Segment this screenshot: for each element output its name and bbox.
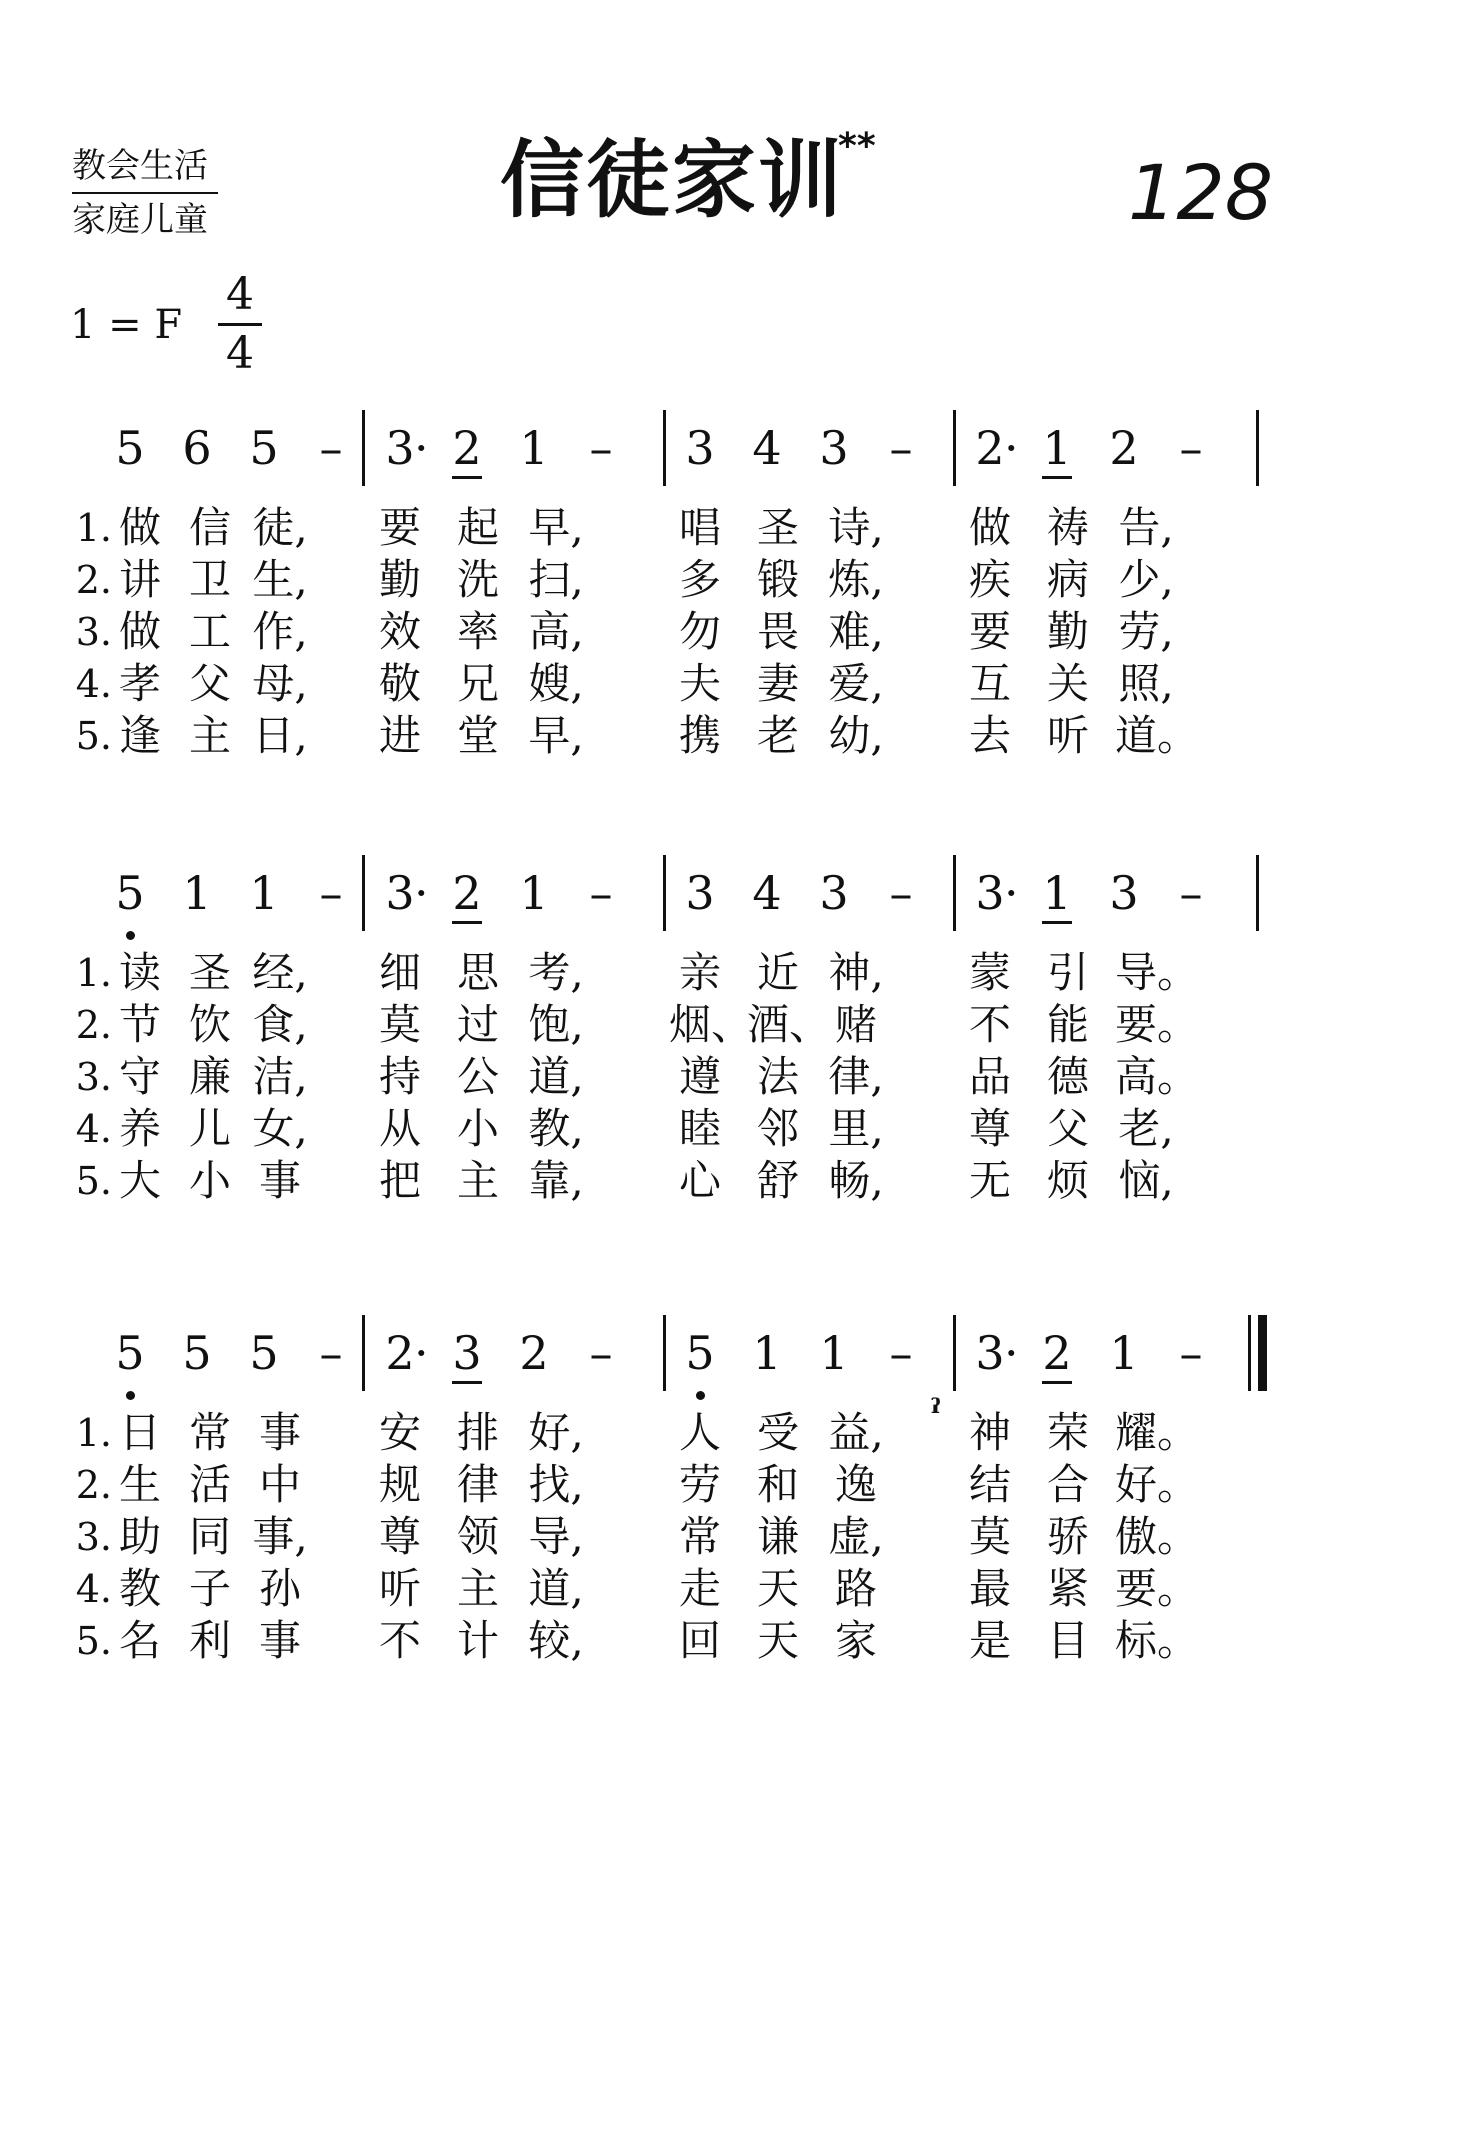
lyric-char: 安 (378, 1408, 421, 1457)
lyric-char: 持 (378, 1052, 421, 1101)
lyric-char: 洗 (456, 555, 499, 604)
lyric-char: 圣 (756, 503, 799, 552)
lyric-char: 从 (378, 1104, 421, 1153)
meter-bottom: 4 (226, 328, 254, 379)
lyric-char: 要 (968, 607, 1011, 656)
lyric-char: 靠, (528, 1156, 584, 1205)
lyric-char: 烦 (1046, 1156, 1089, 1205)
lyric-char: 邻 (756, 1104, 799, 1153)
lyric-char: 导, (528, 1512, 584, 1561)
lyric-char: 效 (378, 607, 421, 656)
lyric-char: 徒, (252, 503, 308, 552)
verse-number: 3. (75, 610, 112, 654)
lyric-char: 诗, (828, 503, 884, 552)
note-digit: 3 (819, 421, 849, 475)
lyric-char: 难, (828, 607, 884, 656)
lyric-char: 幼, (828, 711, 884, 760)
note-digit: 1 (819, 1326, 849, 1380)
lyric-char: 日 (118, 1408, 161, 1457)
note-digit: 1 (1042, 866, 1072, 920)
lyric-char: 找, (528, 1460, 584, 1509)
hold-dash: – (589, 1326, 613, 1380)
lyric-char: 病 (1046, 555, 1089, 604)
lyric-char: 廉 (188, 1052, 231, 1101)
lyric-char: 教, (528, 1104, 584, 1153)
lyric-char: 规 (378, 1460, 421, 1509)
lyric-char: 人 (678, 1408, 721, 1457)
note-digit: 1 (752, 1326, 782, 1380)
lyric-char: 圣 (188, 948, 231, 997)
hymn-title: 信徒家训 (500, 131, 845, 229)
lyric-char: 守 (118, 1052, 161, 1101)
breath-mark: ˀ (930, 1392, 942, 1434)
verse-number: 1. (75, 1411, 112, 1455)
note-digit: 1 (1109, 1326, 1139, 1380)
lyric-char: 是 (968, 1616, 1011, 1665)
category-bottom: 家庭儿童 (72, 200, 208, 240)
lyric-char: 携 (678, 711, 721, 760)
lyric-char: 标。 (1115, 1616, 1200, 1665)
lyric-char: 遵 (678, 1052, 721, 1101)
note-digit: 5 (115, 421, 145, 475)
lyric-char: 做 (118, 607, 161, 656)
barline (663, 855, 666, 931)
lyric-char: 品 (968, 1052, 1011, 1101)
lyric-char: 率 (456, 607, 499, 656)
note-digit: 5 (685, 1326, 715, 1380)
lyric-char: 事, (252, 1512, 308, 1561)
lyric-char: 儿 (188, 1104, 231, 1153)
lyric-char: 排 (456, 1408, 499, 1457)
note-digit: 5 (249, 1326, 279, 1380)
lyric-char: 中 (258, 1460, 301, 1509)
lyric-char: 计 (456, 1616, 499, 1665)
lyric-char: 信 (188, 503, 231, 552)
augmentation-dot: · (1004, 866, 1019, 920)
lyric-char: 照, (1118, 659, 1174, 708)
note-digit: 3 (685, 421, 715, 475)
lyric-char: 亲 (678, 948, 721, 997)
lyric-char: 作, (252, 607, 308, 656)
lyric-char: 舒 (756, 1156, 799, 1205)
note-digit: 6 (182, 421, 212, 475)
lyric-char: 勤 (1046, 607, 1089, 656)
hold-dash: – (889, 421, 913, 475)
lyric-char: 思 (456, 948, 499, 997)
augmentation-dot: · (1004, 421, 1019, 475)
barline (663, 410, 666, 486)
lyric-char: 饮 (188, 1000, 231, 1049)
augmentation-dot: · (414, 1326, 429, 1380)
note-digit: 2 (452, 866, 482, 920)
lyric-char: 逢 (118, 711, 161, 760)
lyric-char: 逸 (834, 1460, 877, 1509)
system-1 (0, 410, 1480, 790)
note-digit: 3 (685, 866, 715, 920)
lyric-char: 生, (252, 555, 308, 604)
lyric-char: 孝 (118, 659, 161, 708)
note-digit: 3 (385, 866, 415, 920)
lyric-char: 生 (118, 1460, 161, 1509)
note-digit: 1 (519, 866, 549, 920)
lyric-char: 劳, (1118, 607, 1174, 656)
lyric-char: 结 (968, 1460, 1011, 1509)
lyric-char: 莫 (378, 1000, 421, 1049)
barline (953, 410, 956, 486)
lyric-char: 常 (678, 1512, 721, 1561)
augmentation-dot: · (1004, 1326, 1019, 1380)
note-digit: 1 (249, 866, 279, 920)
lyric-char: 德 (1046, 1052, 1089, 1101)
meter-top: 4 (226, 269, 254, 320)
lyric-char: 过 (456, 1000, 499, 1049)
hold-dash: – (889, 866, 913, 920)
lyric-char: 要 (378, 503, 421, 552)
final-barline-thin (1248, 1315, 1251, 1391)
verse-number: 5. (75, 1159, 112, 1203)
note-digit: 2 (1042, 1326, 1072, 1380)
lyric-char: 要。 (1115, 1000, 1200, 1049)
category-divider (72, 192, 218, 194)
lyric-char: 助 (118, 1512, 161, 1561)
lyric-char: 祷 (1046, 503, 1089, 552)
lyric-char: 尊 (968, 1104, 1011, 1153)
lyric-char: 听 (378, 1564, 421, 1613)
lyric-char: 子 (188, 1564, 231, 1613)
barline (953, 1315, 956, 1391)
lyric-char: 妻 (756, 659, 799, 708)
note-digit: 4 (752, 421, 782, 475)
note-digit: 5 (182, 1326, 212, 1380)
lyric-char: 洁, (252, 1052, 308, 1101)
note-digit: 1 (182, 866, 212, 920)
lyric-char: 听 (1046, 711, 1089, 760)
lyric-char: 食, (252, 1000, 308, 1049)
barline (362, 1315, 365, 1391)
lyric-char: 多 (678, 555, 721, 604)
lyric-char: 高。 (1115, 1052, 1200, 1101)
lyric-char: 读 (118, 948, 161, 997)
note-digit: 1 (1042, 421, 1072, 475)
lyric-char: 细 (378, 948, 421, 997)
lyric-char: 锻 (756, 555, 799, 604)
lyric-char: 小 (456, 1104, 499, 1153)
lyric-char: 老 (756, 711, 799, 760)
lyric-char: 道, (528, 1564, 584, 1613)
verse-number: 5. (75, 714, 112, 758)
lyric-char: 律, (828, 1052, 884, 1101)
hold-dash: – (319, 421, 343, 475)
lyric-char: 公 (456, 1052, 499, 1101)
lyric-char: 路 (834, 1564, 877, 1613)
lyric-char: 夫 (678, 659, 721, 708)
lyric-char: 道。 (1115, 711, 1200, 760)
lyric-char: 天 (756, 1564, 799, 1613)
note-digit: 2 (975, 421, 1005, 475)
lyric-char: 做 (968, 503, 1011, 552)
lyric-char: 早, (528, 503, 584, 552)
lyric-char: 父 (188, 659, 231, 708)
note-digit: 5 (115, 866, 145, 920)
note-digit: 3 (452, 1326, 482, 1380)
note-digit: 3 (385, 421, 415, 475)
lyric-char: 能 (1046, 1000, 1089, 1049)
lyric-char: 主 (188, 711, 231, 760)
lyric-char: 讲 (118, 555, 161, 604)
verse-number: 4. (75, 1567, 112, 1611)
lyric-char: 饱, (528, 1000, 584, 1049)
lyric-char: 道, (528, 1052, 584, 1101)
lyric-char: 合 (1046, 1460, 1089, 1509)
verse-number: 1. (75, 506, 112, 550)
lyric-char: 不 (968, 1000, 1011, 1049)
lyric-char: 起 (456, 503, 499, 552)
lyric-char: 引 (1046, 948, 1089, 997)
lyric-char: 工 (188, 607, 231, 656)
lyric-char: 早, (528, 711, 584, 760)
lyric-char: 畅, (828, 1156, 884, 1205)
hold-dash: – (1179, 421, 1203, 475)
lyric-char: 少, (1118, 555, 1174, 604)
note-digit: 1 (519, 421, 549, 475)
lyric-char: 耀。 (1115, 1408, 1200, 1457)
lyric-char: 扫, (528, 555, 584, 604)
title-mark: ** (838, 126, 876, 167)
note-digit: 3 (1109, 866, 1139, 920)
eighth-underline (452, 1381, 482, 1384)
lyric-char: 经, (252, 948, 308, 997)
lyric-char: 家 (834, 1616, 877, 1665)
barline (663, 1315, 666, 1391)
lyric-char: 睦 (678, 1104, 721, 1153)
lyric-char: 和 (756, 1460, 799, 1509)
eighth-underline (1042, 921, 1072, 924)
hold-dash: – (319, 1326, 343, 1380)
lyric-char: 小 (188, 1156, 231, 1205)
lyric-char: 女, (252, 1104, 308, 1153)
augmentation-dot: · (414, 866, 429, 920)
lyric-char: 大 (118, 1156, 161, 1205)
lyric-char: 受 (756, 1408, 799, 1457)
verse-number: 4. (75, 662, 112, 706)
lyric-char: 酒、 (747, 1000, 832, 1049)
lyric-char: 敬 (378, 659, 421, 708)
lyric-char: 蒙 (968, 948, 1011, 997)
low-octave-dot (126, 931, 135, 940)
lyric-char: 关 (1046, 659, 1089, 708)
time-signature (218, 270, 262, 379)
lyric-char: 孙 (258, 1564, 301, 1613)
lyric-char: 法 (756, 1052, 799, 1101)
verse-number: 4. (75, 1107, 112, 1151)
lyric-char: 高, (528, 607, 584, 656)
lyric-char: 兄 (456, 659, 499, 708)
lyric-char: 事 (258, 1408, 301, 1457)
verse-number: 3. (75, 1515, 112, 1559)
lyric-char: 好, (528, 1408, 584, 1457)
note-digit: 3 (975, 866, 1005, 920)
hold-dash: – (1179, 1326, 1203, 1380)
verse-number: 1. (75, 951, 112, 995)
lyric-char: 主 (456, 1564, 499, 1613)
lyric-char: 近 (756, 948, 799, 997)
note-digit: 3 (975, 1326, 1005, 1380)
lyric-char: 益, (828, 1408, 884, 1457)
system-2 (0, 855, 1480, 1235)
lyric-char: 目 (1046, 1616, 1089, 1665)
lyric-char: 走 (678, 1564, 721, 1613)
lyric-char: 赌 (834, 1000, 877, 1049)
lyric-char: 领 (456, 1512, 499, 1561)
verse-number: 3. (75, 1055, 112, 1099)
lyric-char: 要。 (1115, 1564, 1200, 1613)
note-digit: 2 (519, 1326, 549, 1380)
barline (1256, 410, 1259, 486)
lyric-char: 骄 (1046, 1512, 1089, 1561)
lyric-char: 畏 (756, 607, 799, 656)
lyric-char: 卫 (188, 555, 231, 604)
lyric-char: 神 (968, 1408, 1011, 1457)
lyric-char: 堂 (456, 711, 499, 760)
lyric-char: 日, (252, 711, 308, 760)
lyric-char: 父 (1046, 1104, 1089, 1153)
lyric-char: 好。 (1115, 1460, 1200, 1509)
hold-dash: – (319, 866, 343, 920)
eighth-underline (1042, 476, 1072, 479)
lyric-char: 无 (968, 1156, 1011, 1205)
lyric-char: 互 (968, 659, 1011, 708)
lyric-char: 事 (258, 1156, 301, 1205)
lyric-char: 主 (456, 1156, 499, 1205)
lyric-char: 把 (378, 1156, 421, 1205)
lyric-char: 做 (118, 503, 161, 552)
lyric-char: 炼, (828, 555, 884, 604)
lyric-char: 莫 (968, 1512, 1011, 1561)
lyric-char: 紧 (1046, 1564, 1089, 1613)
barline (362, 410, 365, 486)
augmentation-dot: · (414, 421, 429, 475)
category-label (72, 142, 218, 244)
lyric-char: 唱 (678, 503, 721, 552)
lyric-char: 嫂, (528, 659, 584, 708)
key-signature: 1 = F (70, 302, 183, 348)
hold-dash: – (589, 421, 613, 475)
lyric-char: 教 (118, 1564, 161, 1613)
lyric-char: 回 (678, 1616, 721, 1665)
lyric-char: 考, (528, 948, 584, 997)
lyric-char: 利 (188, 1616, 231, 1665)
lyric-char: 养 (118, 1104, 161, 1153)
lyric-char: 劳 (678, 1460, 721, 1509)
lyric-char: 心 (678, 1156, 721, 1205)
lyric-char: 导。 (1115, 948, 1200, 997)
lyric-char: 爱, (828, 659, 884, 708)
lyric-char: 傲。 (1115, 1512, 1200, 1561)
lyric-char: 恼, (1118, 1156, 1174, 1205)
system-3 (0, 1315, 1480, 1695)
lyric-char: 谦 (756, 1512, 799, 1561)
lyric-char: 事 (258, 1616, 301, 1665)
lyric-char: 名 (118, 1616, 161, 1665)
barline (953, 855, 956, 931)
meter-bar (218, 323, 262, 326)
lyric-char: 虚, (828, 1512, 884, 1561)
eighth-underline (452, 921, 482, 924)
verse-number: 2. (75, 1003, 112, 1047)
low-octave-dot (126, 1391, 135, 1400)
note-digit: 5 (249, 421, 279, 475)
hold-dash: – (889, 1326, 913, 1380)
lyric-char: 去 (968, 711, 1011, 760)
verse-number: 2. (75, 558, 112, 602)
lyric-char: 里, (828, 1104, 884, 1153)
lyric-char: 同 (188, 1512, 231, 1561)
verse-number: 2. (75, 1463, 112, 1507)
note-digit: 2 (1109, 421, 1139, 475)
lyric-char: 进 (378, 711, 421, 760)
lyric-char: 告, (1118, 503, 1174, 552)
note-digit: 5 (115, 1326, 145, 1380)
lyric-char: 母, (252, 659, 308, 708)
barline (1256, 855, 1259, 931)
lyric-char: 勿 (678, 607, 721, 656)
lyric-char: 律 (456, 1460, 499, 1509)
hold-dash: – (1179, 866, 1203, 920)
lyric-char: 不 (378, 1616, 421, 1665)
note-digit: 2 (385, 1326, 415, 1380)
note-digit: 2 (452, 421, 482, 475)
hymn-number: 128 (1128, 148, 1274, 237)
category-top: 教会生活 (72, 146, 208, 186)
lyric-char: 节 (118, 1000, 161, 1049)
lyric-char: 常 (188, 1408, 231, 1457)
verse-number: 5. (75, 1619, 112, 1663)
eighth-underline (1042, 1381, 1072, 1384)
eighth-underline (452, 476, 482, 479)
lyric-char: 荣 (1046, 1408, 1089, 1457)
lyric-char: 烟、 (669, 1000, 754, 1049)
lyric-char: 活 (188, 1460, 231, 1509)
hold-dash: – (589, 866, 613, 920)
lyric-char: 神, (828, 948, 884, 997)
lyric-char: 天 (756, 1616, 799, 1665)
lyric-char: 疾 (968, 555, 1011, 604)
low-octave-dot (696, 1391, 705, 1400)
note-digit: 3 (819, 866, 849, 920)
note-digit: 4 (752, 866, 782, 920)
lyric-char: 老, (1118, 1104, 1174, 1153)
lyric-char: 最 (968, 1564, 1011, 1613)
lyric-char: 较, (528, 1616, 584, 1665)
barline (362, 855, 365, 931)
final-barline-thick (1258, 1315, 1267, 1391)
lyric-char: 尊 (378, 1512, 421, 1561)
lyric-char: 勤 (378, 555, 421, 604)
